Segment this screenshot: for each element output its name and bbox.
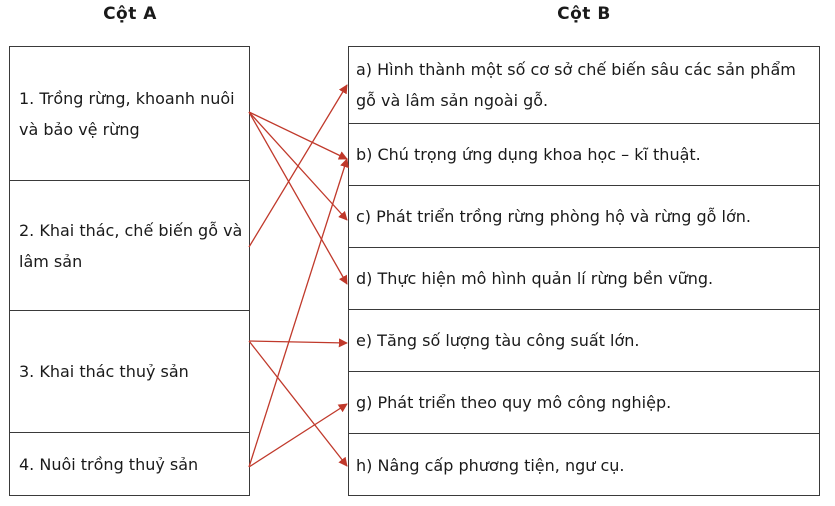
column-b-item-g: g) Phát triển theo quy mô công nghiệp.: [349, 371, 819, 433]
column-b-item-a: a) Hình thành một số cơ sở chế biến sâu các sản phẩm gỗ và lâm sản ngoài gỗ.: [356, 60, 796, 110]
column-a-box: [9, 46, 250, 496]
arrow-4-to-g: [249, 404, 347, 467]
column-a-item-3: 3. Khai thác thuỷ sản: [10, 310, 249, 432]
column-b-item-c: c) Phát triển trồng rừng phòng hộ và rừng gỗ lớn.: [349, 185, 819, 247]
column-b-item-h: h) Nâng cấp phương tiện, ngư cụ.: [349, 433, 819, 496]
column-b-item-b: b) Chú trọng ứng dụng khoa học – kĩ thuật.: [349, 123, 819, 185]
arrow-2-to-a: [249, 85, 347, 247]
arrow-3-to-e: [249, 341, 347, 343]
arrow-1-to-b: [249, 112, 347, 159]
arrow-4-to-b: [249, 159, 347, 467]
column-a-item-1: 1. Trồng rừng, khoanh nuôi và bảo vệ rừng: [19, 88, 235, 139]
arrow-3-to-h: [249, 341, 347, 466]
column-a-item-2: 2. Khai thác, chế biến gỗ và lâm sản: [10, 180, 249, 310]
column-b-heading: Cột B: [557, 4, 611, 24]
column-b-box: [348, 46, 820, 496]
column-a-item-4: 4. Nuôi trồng thuỷ sản: [10, 432, 249, 496]
column-b-item-d: d) Thực hiện mô hình quản lí rừng bền vững.: [349, 247, 819, 309]
column-b-item-e: e) Tăng số lượng tàu công suất lớn.: [349, 309, 819, 371]
column-a-heading: Cột A: [103, 4, 157, 24]
arrow-1-to-c: [249, 112, 347, 220]
arrow-1-to-d: [249, 112, 347, 284]
